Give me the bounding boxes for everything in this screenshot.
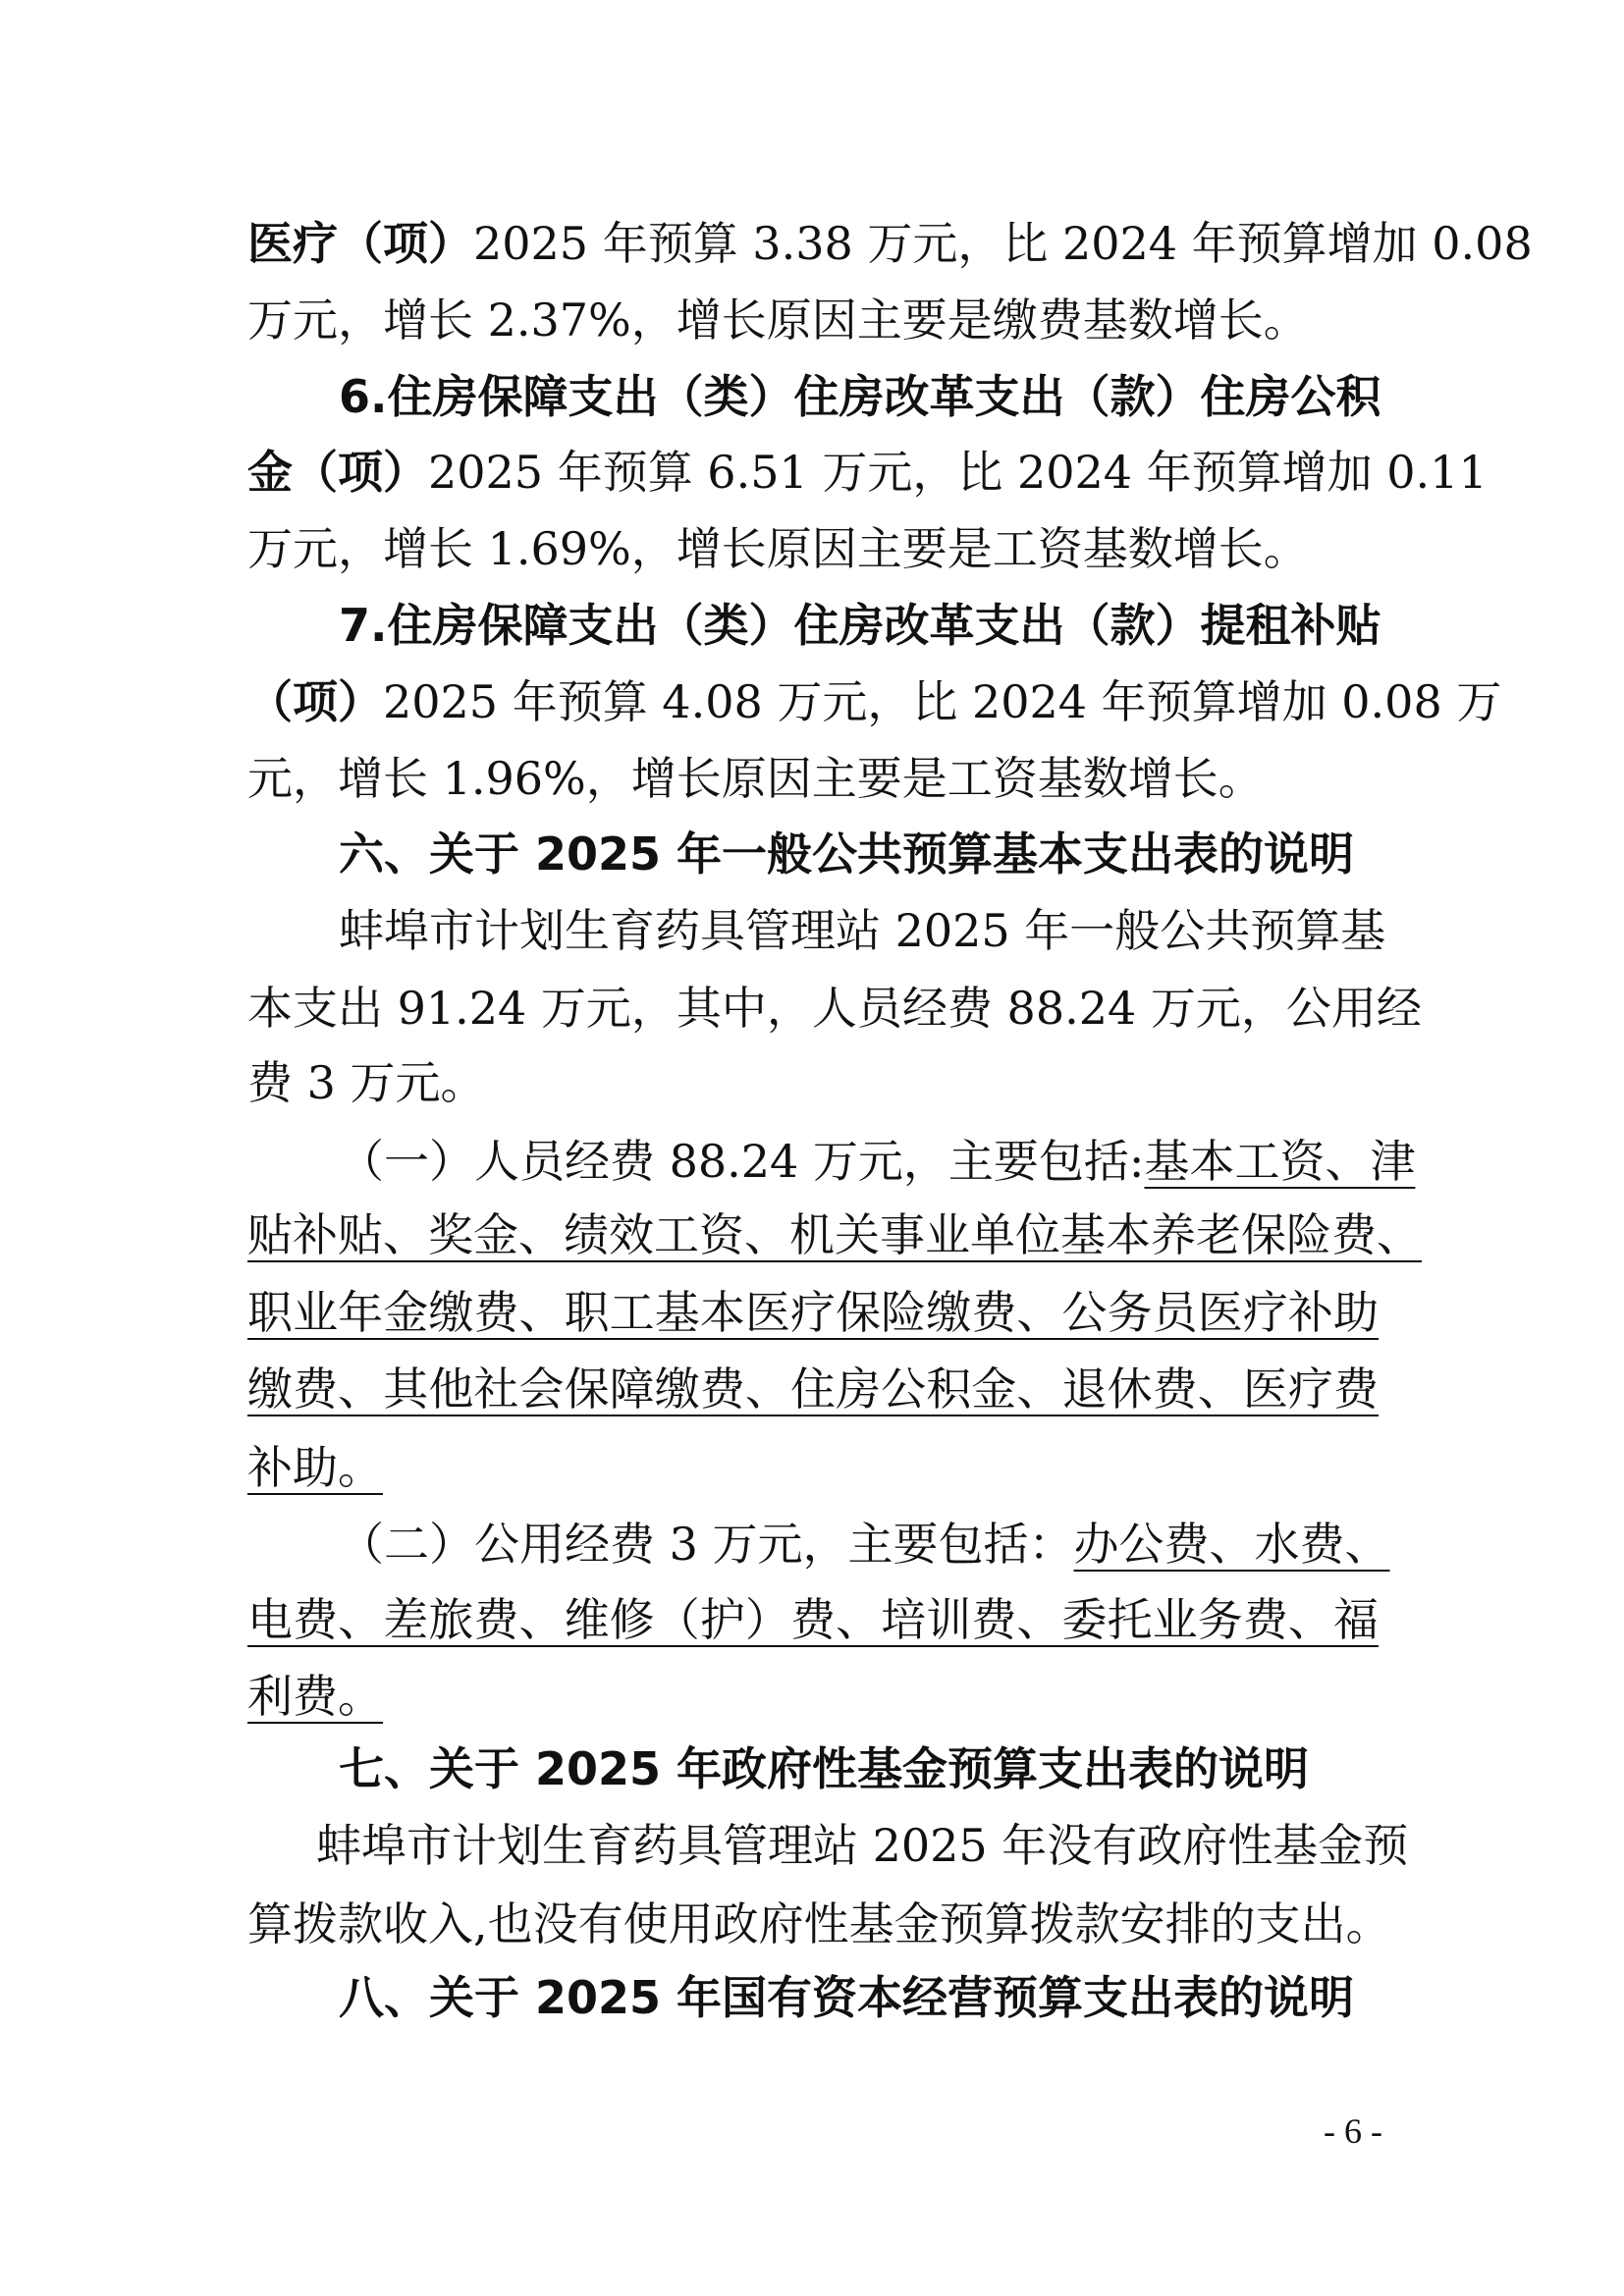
- paragraph-line: [247, 291, 1379, 349]
- underlined-line: [247, 1205, 1422, 1264]
- line-text: 本支出 91.24 万元，其中，人员经费 88.24 万元，公用经: [247, 982, 1422, 1035]
- line-text: 6.住房保障支出（类）住房改革支出（款）住房公积: [339, 370, 1381, 423]
- paragraph-line: [247, 1053, 1379, 1112]
- underlined-text: 基本工资、津: [1144, 1135, 1416, 1188]
- paragraph-line: [339, 901, 1386, 960]
- line-text: 蚌埠市计划生育药具管理站 2025 年没有政府性基金预: [316, 1819, 1409, 1872]
- paragraph-line: [339, 1132, 1416, 1191]
- item-label: 医疗（项）: [247, 217, 473, 270]
- line-text: 费 3 万元。: [247, 1056, 486, 1109]
- line-text: 电费、差旅费、维修（护）费、培训费、委托业务费、福: [247, 1593, 1379, 1646]
- paragraph-line: [247, 443, 1488, 502]
- underlined-text: 办公费、水费、: [1073, 1518, 1390, 1571]
- underlined-line: [247, 1438, 1379, 1497]
- line-text: 2025 年预算 3.38 万元，比 2024 年预算增加 0.08: [473, 217, 1533, 270]
- paragraph-line: [247, 1895, 1391, 1953]
- item-heading-7: [339, 596, 1379, 655]
- line-text: （二）公用经费 3 万元，主要包括：: [339, 1518, 1074, 1571]
- section-heading-7: [339, 1739, 1379, 1798]
- paragraph-line: [339, 1515, 1390, 1574]
- line-text: 元，增长 1.96%，增长原因主要是工资基数增长。: [247, 752, 1264, 805]
- item-label: （项）: [247, 675, 383, 728]
- heading-text: 八、关于 2025 年国有资本经营预算支出表的说明: [339, 1971, 1355, 2024]
- section-heading-8: [339, 1968, 1379, 2027]
- underlined-line: [247, 1283, 1379, 1342]
- line-text: 万元，增长 2.37%，增长原因主要是缴费基数增长。: [247, 294, 1309, 347]
- item-heading-6: [339, 367, 1379, 426]
- underlined-line: [247, 1667, 1379, 1726]
- line-text: （一）人员经费 88.24 万元，主要包括:: [339, 1135, 1145, 1188]
- heading-text: 六、关于 2025 年一般公共预算基本支出表的说明: [339, 828, 1355, 881]
- underlined-line: [247, 1360, 1379, 1418]
- line-text: 2025 年预算 4.08 万元，比 2024 年预算增加 0.08 万: [383, 675, 1502, 728]
- line-text: 利费。: [247, 1670, 383, 1723]
- paragraph-line: [247, 979, 1422, 1038]
- paragraph-line: [316, 1816, 1409, 1875]
- paragraph-line: [247, 672, 1502, 731]
- page-number: - 6 -: [1324, 2111, 1382, 2151]
- heading-text: 七、关于 2025 年政府性基金预算支出表的说明: [339, 1742, 1310, 1795]
- line-text: 万元，增长 1.69%，增长原因主要是工资基数增长。: [247, 522, 1309, 575]
- line-text: 职业年金缴费、职工基本医疗保险缴费、公务员医疗补助: [247, 1286, 1379, 1339]
- paragraph-line: [247, 519, 1379, 578]
- line-text: 蚌埠市计划生育药具管理站 2025 年一般公共预算基: [339, 904, 1386, 957]
- underlined-line: [247, 1590, 1379, 1649]
- line-text: 7.住房保障支出（类）住房改革支出（款）提租补贴: [339, 599, 1381, 652]
- line-text: 算拨款收入,也没有使用政府性基金预算拨款安排的支出。: [247, 1897, 1391, 1950]
- line-text: 贴补贴、奖金、绩效工资、机关事业单位基本养老保险费、: [247, 1208, 1422, 1261]
- line-text: 补助。: [247, 1441, 383, 1494]
- line-text: 缴费、其他社会保障缴费、住房公积金、退休费、医疗费: [247, 1362, 1379, 1415]
- section-heading-6: [339, 825, 1379, 883]
- line-text: 2025 年预算 6.51 万元，比 2024 年预算增加 0.11: [428, 446, 1488, 499]
- paragraph-line: [247, 214, 1533, 273]
- paragraph-line: [247, 749, 1379, 808]
- item-label: 金（项）: [247, 446, 428, 499]
